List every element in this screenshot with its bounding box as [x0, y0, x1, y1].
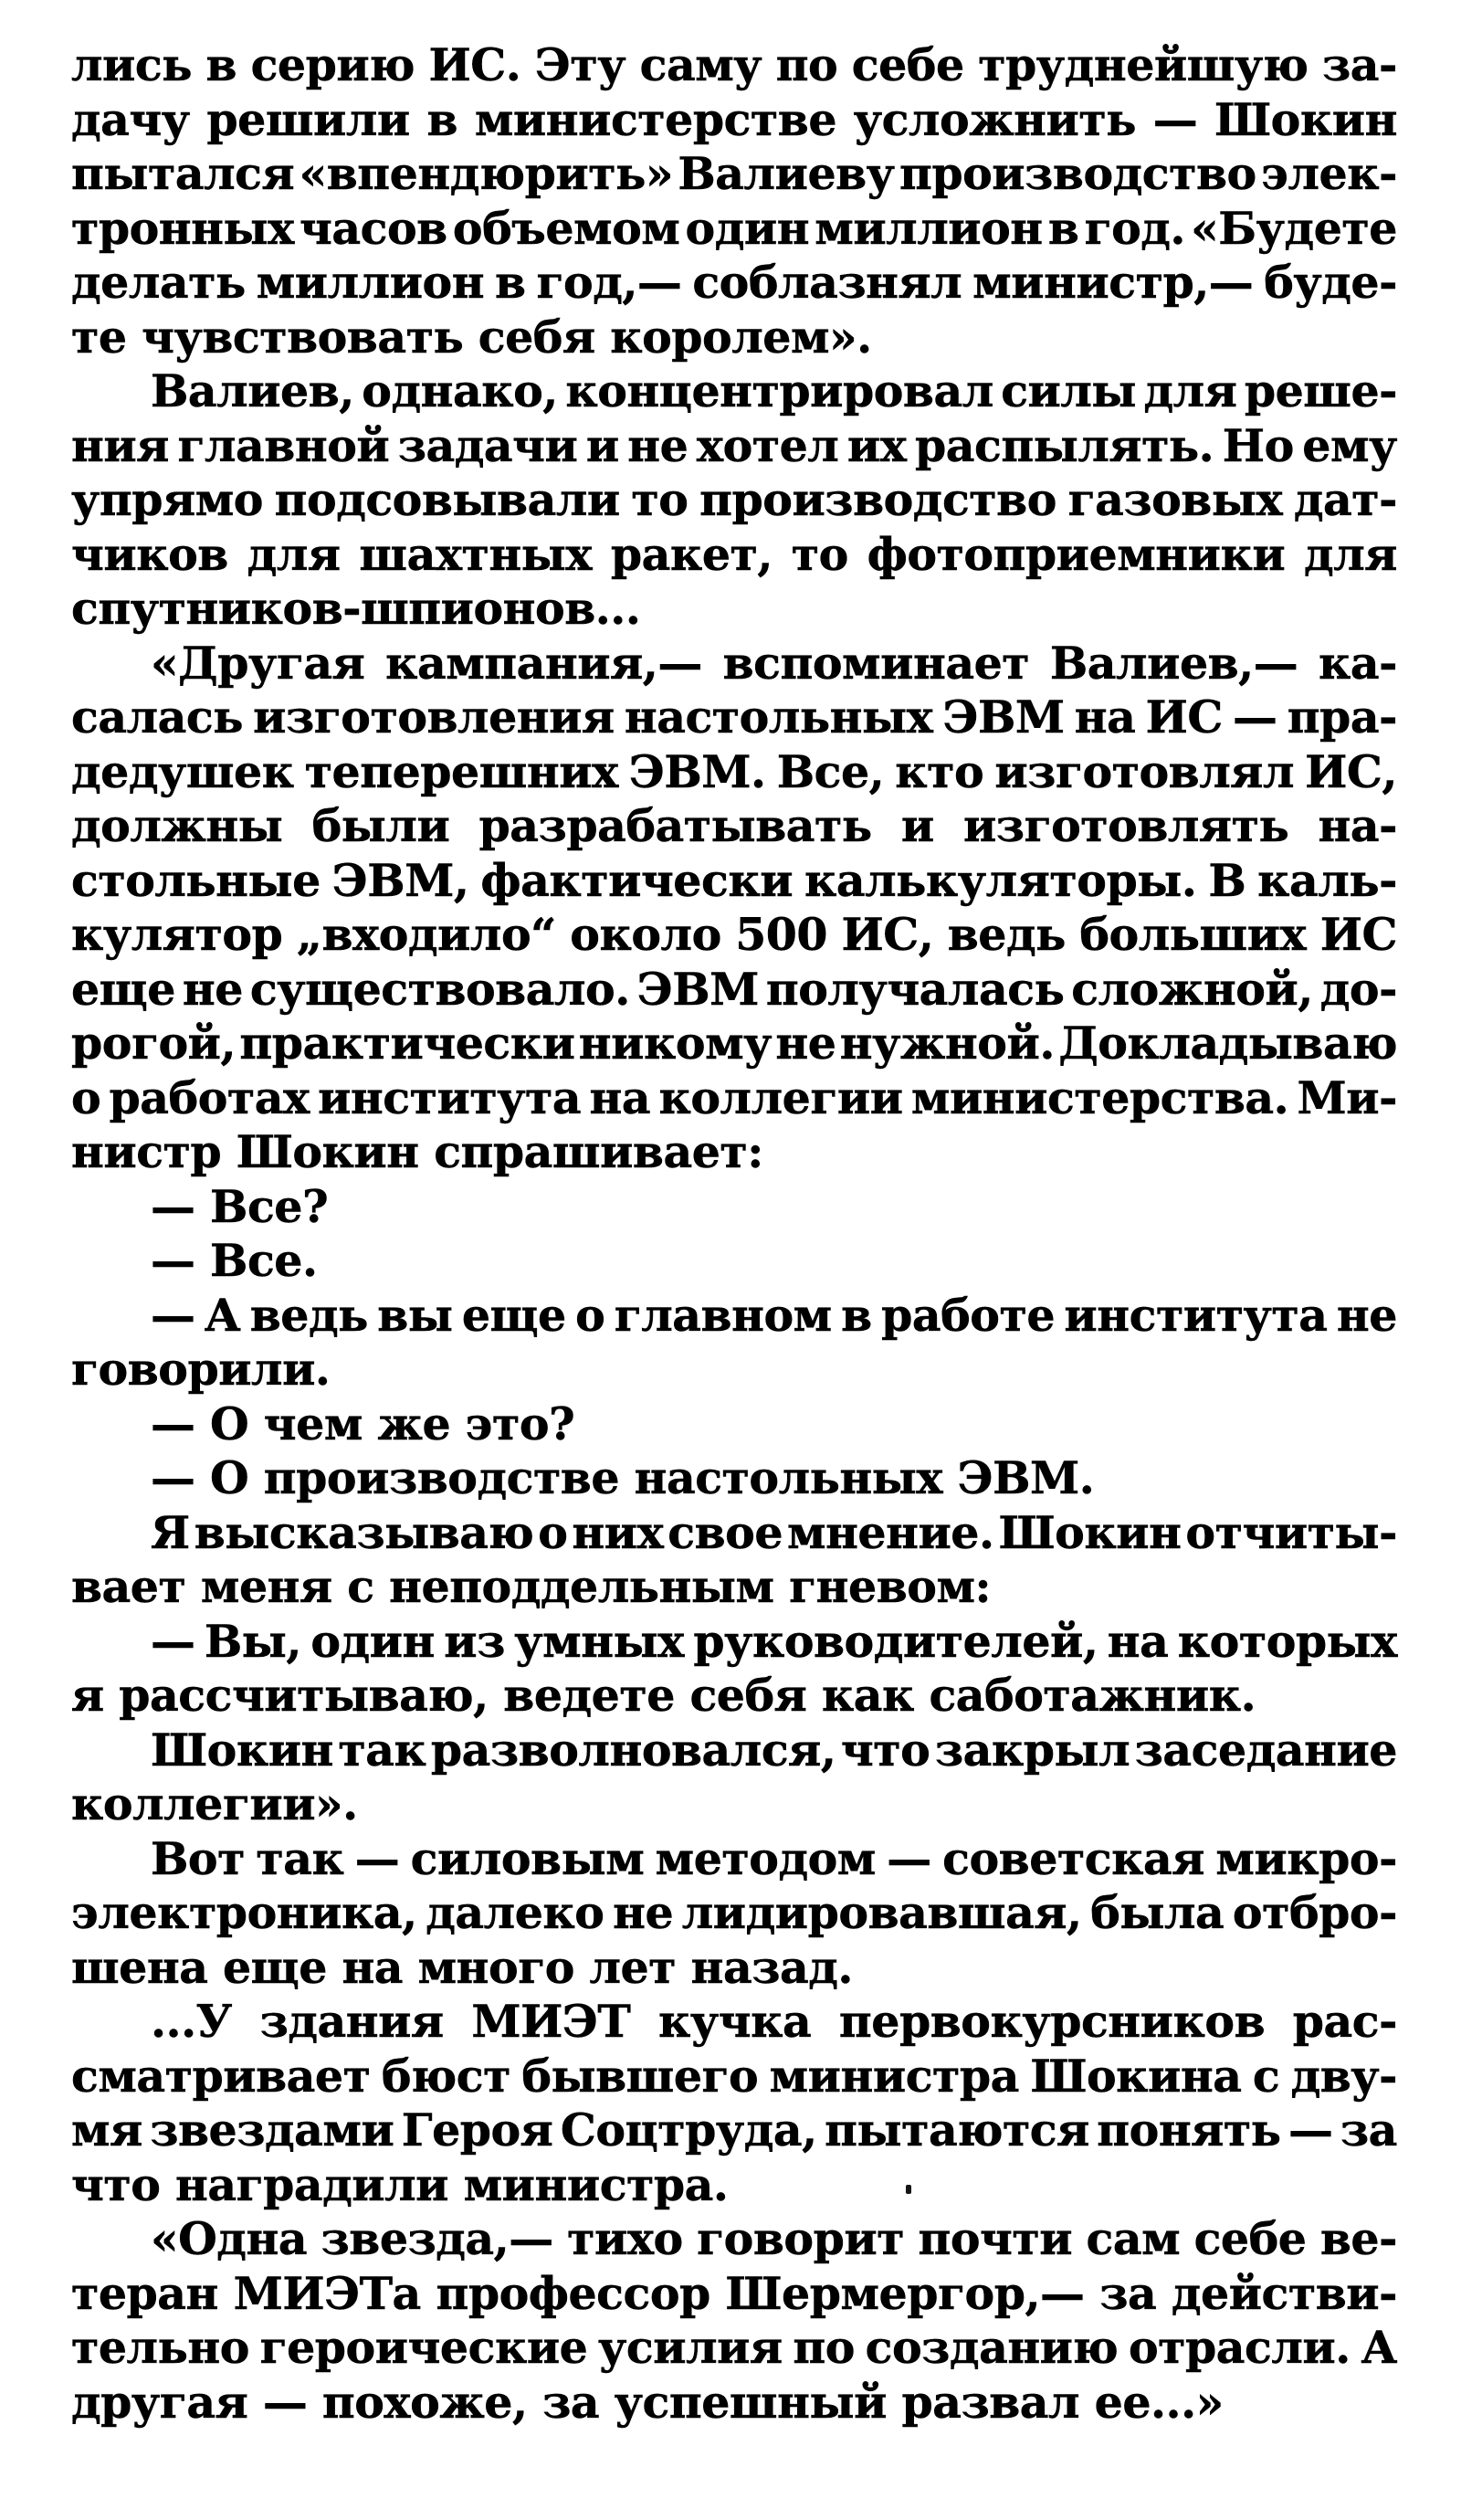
text-line-content: я рассчитываю, ведете себя как саботажник.	[71, 1669, 1256, 1722]
word: что	[840, 1723, 930, 1777]
word: МИЭТа	[233, 2266, 421, 2320]
word: В	[1208, 853, 1246, 907]
word: говорит	[697, 2212, 905, 2265]
word: салась	[71, 691, 243, 743]
word: министр,—	[972, 256, 1254, 309]
text-line	[71, 2050, 1397, 2104]
word: саму	[639, 38, 762, 91]
word: миллион	[815, 201, 1043, 255]
word: усилия	[598, 2321, 783, 2374]
text-line	[71, 1343, 1397, 1397]
word: газовых	[1067, 473, 1283, 526]
word: по	[775, 38, 838, 91]
word: шахтных	[359, 527, 593, 581]
word: бюст	[381, 2049, 510, 2103]
word: ния	[71, 418, 169, 472]
word: главной	[177, 418, 390, 472]
word: ИС	[1319, 908, 1397, 961]
word: ...У	[151, 1995, 232, 2048]
word: звездами	[150, 2104, 394, 2156]
word: «Другая	[151, 636, 365, 690]
word: пытался	[71, 147, 295, 200]
word: —	[151, 1288, 195, 1342]
word: ракет,	[610, 527, 773, 581]
word: А	[1361, 2321, 1397, 2374]
word: разволновался,	[430, 1723, 836, 1777]
word: А	[204, 1288, 241, 1342]
text-line-content: шена еще на много лет назад.	[71, 1940, 853, 1994]
word: для	[1304, 527, 1397, 581]
word: распылять.	[914, 418, 1214, 472]
text-line	[71, 311, 1397, 365]
word: тихо	[567, 2212, 683, 2265]
word: —	[151, 1614, 195, 1668]
word: отчиты-	[1185, 1505, 1397, 1559]
word: Шокина	[1030, 2049, 1242, 2103]
word: изготовления	[253, 691, 615, 743]
word: сам	[1086, 2212, 1181, 2265]
word: сматривает	[71, 2049, 371, 2103]
word: на	[1107, 1614, 1169, 1668]
word: соблазнял	[692, 256, 962, 309]
text-line	[71, 2212, 1397, 2267]
word: до-	[1319, 962, 1397, 1016]
text-line	[71, 908, 1397, 963]
text-line	[71, 1451, 1397, 1506]
word: миллион	[256, 256, 485, 309]
word: в	[495, 256, 526, 309]
word: калькуляторы.	[804, 853, 1197, 907]
word: министерстве	[474, 92, 836, 146]
word: в	[841, 1288, 872, 1342]
word: по	[793, 2321, 855, 2374]
word: фотоприемники	[867, 527, 1286, 581]
word: так	[338, 1723, 426, 1777]
text-line	[71, 1832, 1397, 1887]
word: ЭВМ.	[628, 744, 766, 798]
word: труднейшую	[978, 38, 1309, 91]
word: главном	[614, 1288, 832, 1342]
text-line	[71, 2267, 1397, 2322]
word: мнение.	[787, 1505, 994, 1559]
word: отбро-	[1232, 1886, 1397, 1939]
word: 500	[735, 908, 827, 961]
word: рогой,	[71, 1017, 236, 1070]
word: звезда,—	[321, 2212, 553, 2265]
word: и	[900, 799, 934, 852]
word: то	[791, 527, 848, 581]
word: работе	[881, 1288, 1055, 1342]
text-line	[71, 93, 1397, 148]
text-line-content: что наградили министра.	[71, 2157, 729, 2211]
word: Героя	[401, 2104, 553, 2156]
word: себе	[851, 38, 964, 91]
word: здания	[259, 1995, 444, 2048]
word: —	[1233, 691, 1277, 743]
word: дачу	[71, 92, 190, 146]
word: разрабатывать	[478, 799, 872, 852]
word: сложной,	[1071, 962, 1313, 1016]
word: свое	[667, 1505, 783, 1559]
word: в	[205, 38, 237, 91]
text-line	[71, 1506, 1397, 1561]
word: коллегии	[658, 1070, 903, 1124]
text-line	[71, 1615, 1397, 1670]
word: год,—	[536, 256, 682, 309]
text-line	[71, 1560, 1397, 1615]
text-line-content: нистр Шокин спрашивает:	[71, 1125, 763, 1178]
text-line	[71, 854, 1397, 909]
word: ка-	[1319, 636, 1397, 690]
word: МИЭТ	[471, 1995, 631, 2048]
text-line	[71, 1886, 1397, 1941]
word: около	[570, 908, 721, 961]
word: существовало.	[249, 962, 630, 1016]
word: подсовывали	[274, 473, 620, 526]
word: ЭВМ	[942, 691, 1065, 743]
word: задачи	[397, 418, 578, 472]
word: «впендюрить»	[299, 147, 673, 200]
text-line-content: — О чем же это?	[151, 1397, 575, 1450]
text-line	[71, 2376, 1397, 2430]
word: высказываю	[194, 1505, 534, 1559]
word: не	[1336, 1288, 1397, 1342]
word: в	[426, 92, 458, 146]
word: института	[318, 1070, 582, 1124]
text-line	[71, 473, 1397, 528]
text-line-content: — О производстве настольных ЭВМ.	[151, 1451, 1095, 1504]
text-line	[71, 691, 1397, 745]
word: закрыл	[934, 1723, 1130, 1777]
word: теперешних	[304, 744, 618, 798]
word: объемом	[452, 201, 680, 255]
word: хотел	[696, 418, 839, 472]
word: из	[444, 1614, 505, 1668]
word: практически	[239, 1017, 575, 1070]
word: которых	[1177, 1614, 1397, 1668]
word: электроника,	[71, 1886, 417, 1939]
word: не	[182, 962, 243, 1016]
text-line	[71, 637, 1397, 691]
word: за-	[1322, 38, 1397, 91]
word: —	[887, 1831, 931, 1885]
word: Но	[1222, 418, 1294, 472]
text-line	[71, 202, 1397, 257]
word: действи-	[1171, 2266, 1397, 2320]
word: Вот	[151, 1831, 245, 1885]
text-line	[71, 1125, 1397, 1180]
word: руководителей,	[693, 1614, 1098, 1668]
text-line	[71, 256, 1397, 311]
word: методом	[655, 1831, 876, 1885]
word: бывшего	[521, 2049, 759, 2103]
word: стольные	[71, 853, 321, 907]
word: далеко	[426, 1886, 604, 1939]
word: умных	[514, 1614, 684, 1668]
word: Эту	[534, 38, 626, 91]
word: реше-	[1244, 364, 1397, 417]
word: вспоминает	[722, 636, 1030, 690]
word: на	[589, 1070, 651, 1124]
word: созданию	[865, 2321, 1119, 2374]
text-line-content: спутников-шпионов...	[71, 582, 641, 635]
word: рас-	[1292, 1995, 1397, 2048]
word: буде-	[1264, 256, 1397, 309]
word: ИС,	[841, 908, 934, 961]
word: упрямо	[71, 473, 263, 526]
word: не	[613, 1886, 674, 1939]
word: не	[775, 1017, 836, 1070]
text-line	[71, 1777, 1397, 1832]
text-line	[71, 1289, 1397, 1344]
text-line-content: — Все?	[151, 1179, 329, 1233]
word: серию	[250, 38, 415, 91]
word: ве-	[1319, 2212, 1397, 2265]
word: получалась	[765, 962, 1065, 1016]
word: так	[256, 1831, 344, 1885]
word: на-	[1318, 799, 1397, 852]
word: вы	[377, 1288, 453, 1342]
word: ИС	[1145, 691, 1223, 743]
word: изготовлять	[962, 799, 1289, 852]
word: советская	[942, 1831, 1204, 1885]
text-line	[71, 1941, 1397, 1996]
word: еще	[71, 962, 175, 1016]
word: кучка	[658, 1995, 812, 2048]
word: были	[311, 799, 450, 852]
word: никому	[578, 1017, 773, 1070]
word: настольных	[624, 691, 933, 743]
text-line	[71, 2321, 1397, 2376]
word: них	[572, 1505, 664, 1559]
word: заседание	[1134, 1723, 1397, 1777]
word: Шокин	[1214, 92, 1397, 146]
word: Шокин	[998, 1505, 1182, 1559]
text-line	[71, 582, 1397, 637]
word: для	[1143, 364, 1237, 417]
word: о	[538, 1505, 568, 1559]
word: их	[846, 418, 907, 472]
word: кампания,—	[385, 636, 702, 690]
text-line	[71, 1724, 1397, 1778]
text-line-content: коллегии».	[71, 1777, 358, 1830]
word: отрасли.	[1128, 2321, 1351, 2374]
text-line	[71, 2104, 1397, 2158]
word: «Будете	[1191, 201, 1397, 255]
scan-artifact-dot	[906, 2185, 911, 2194]
word: тельно	[71, 2321, 249, 2374]
word: фактически	[480, 853, 794, 907]
word: Ми-	[1297, 1070, 1397, 1124]
word: кулятор	[71, 908, 283, 961]
word: дат-	[1293, 473, 1397, 526]
word: пытаются	[825, 2104, 1089, 2156]
text-line	[71, 147, 1397, 202]
word: Докладываю	[1058, 1017, 1397, 1070]
word: усложнить	[853, 92, 1137, 146]
word: для	[247, 527, 341, 581]
word: микро-	[1215, 1831, 1397, 1885]
word: то	[631, 473, 688, 526]
word: почти	[918, 2212, 1073, 2265]
text-line	[71, 1180, 1397, 1235]
word: часов	[300, 201, 447, 255]
word: Вы,	[204, 1614, 301, 1668]
text-line	[71, 38, 1397, 93]
word: больших	[1079, 908, 1307, 961]
word: Валиеву	[678, 147, 895, 200]
word: первокурсников	[838, 1995, 1266, 2048]
word: кто	[895, 744, 984, 798]
text-line	[71, 364, 1397, 419]
word: работах	[109, 1070, 310, 1124]
text-line-content: вает меня с неподдельным гневом:	[71, 1560, 992, 1613]
word: один	[685, 201, 810, 255]
word: еще	[461, 1288, 566, 1342]
word: не	[627, 418, 688, 472]
word: в	[1047, 201, 1079, 255]
word: элек-	[1261, 147, 1397, 200]
word: дедушек	[71, 744, 294, 798]
text-line	[71, 799, 1397, 854]
word: с	[1252, 2049, 1280, 2103]
text-line	[71, 528, 1397, 583]
word: министра	[769, 2049, 1019, 2103]
word: профессор	[436, 2266, 710, 2320]
text-line	[71, 419, 1397, 474]
word: мя	[71, 2104, 142, 2156]
word: —	[354, 1831, 400, 1885]
word: о	[71, 1070, 101, 1124]
word: решили	[206, 92, 410, 146]
text-line	[71, 1234, 1397, 1289]
text-line-content: говорили.	[71, 1343, 331, 1396]
word: однако,	[362, 364, 558, 417]
text-line	[71, 963, 1397, 1017]
word: Шермергор,—	[725, 2266, 1085, 2320]
word: была	[1090, 1886, 1225, 1939]
word: лидировавшая,	[681, 1886, 1082, 1939]
word: Я	[151, 1505, 190, 1559]
word: о	[575, 1288, 605, 1342]
word: Шокин	[151, 1723, 333, 1777]
word: концентрировал	[565, 364, 993, 417]
word: за	[1099, 2266, 1157, 2320]
word: себе	[1193, 2212, 1307, 2265]
word: чиков	[71, 527, 228, 581]
text-line	[71, 1995, 1397, 2050]
word: понять	[1097, 2104, 1281, 2156]
text-line	[71, 745, 1397, 800]
word: ведь	[249, 1288, 368, 1342]
text-line	[71, 2158, 1397, 2213]
text-line	[71, 1017, 1397, 1071]
page-text-block	[71, 38, 1397, 2430]
word: должны	[71, 799, 283, 852]
word: ИС,	[1305, 744, 1397, 798]
word: силы	[1001, 364, 1137, 417]
word: ИС.	[428, 38, 521, 91]
word: Валиев,	[151, 364, 354, 417]
word: Все,	[776, 744, 885, 798]
word: героические	[259, 2321, 588, 2374]
text-line-content: другая — похоже, за успешный развал ее...»	[71, 2375, 1224, 2429]
text-line-content: — Все.	[151, 1234, 318, 1287]
word: каль-	[1257, 853, 1397, 907]
word: министерства.	[910, 1070, 1289, 1124]
word: ЭВМ	[636, 962, 759, 1016]
word: Валиев,—	[1049, 636, 1298, 690]
text-line	[71, 1669, 1397, 1724]
word: один	[310, 1614, 435, 1668]
word: теран	[71, 2266, 218, 2320]
word: пра-	[1287, 691, 1397, 743]
word: ЭВМ,	[331, 853, 469, 907]
word: —	[1288, 2104, 1333, 2156]
word: на	[1074, 691, 1136, 743]
word: нужной.	[839, 1017, 1055, 1070]
word: тронных	[71, 201, 294, 255]
word: и	[585, 418, 619, 472]
word: за	[1340, 2104, 1397, 2156]
word: производство	[899, 147, 1256, 200]
text-line-content: те чувствовать себя королем».	[71, 310, 872, 364]
word: «Одна	[151, 2212, 308, 2265]
word: института	[1064, 1288, 1328, 1342]
word: Соцтруда,	[560, 2104, 817, 2156]
word: дву-	[1290, 2049, 1397, 2103]
word: силовым	[410, 1831, 645, 1885]
word: год.	[1084, 201, 1185, 255]
word: делать	[71, 256, 246, 309]
word: изготовлял	[994, 744, 1295, 798]
word: „входило“	[296, 908, 556, 961]
word: производство	[699, 473, 1056, 526]
text-line	[71, 1397, 1397, 1452]
word: лись	[71, 38, 192, 91]
word: ведь	[947, 908, 1066, 961]
word: —	[1152, 92, 1198, 146]
word: ему	[1302, 418, 1397, 472]
text-line	[71, 1071, 1397, 1126]
